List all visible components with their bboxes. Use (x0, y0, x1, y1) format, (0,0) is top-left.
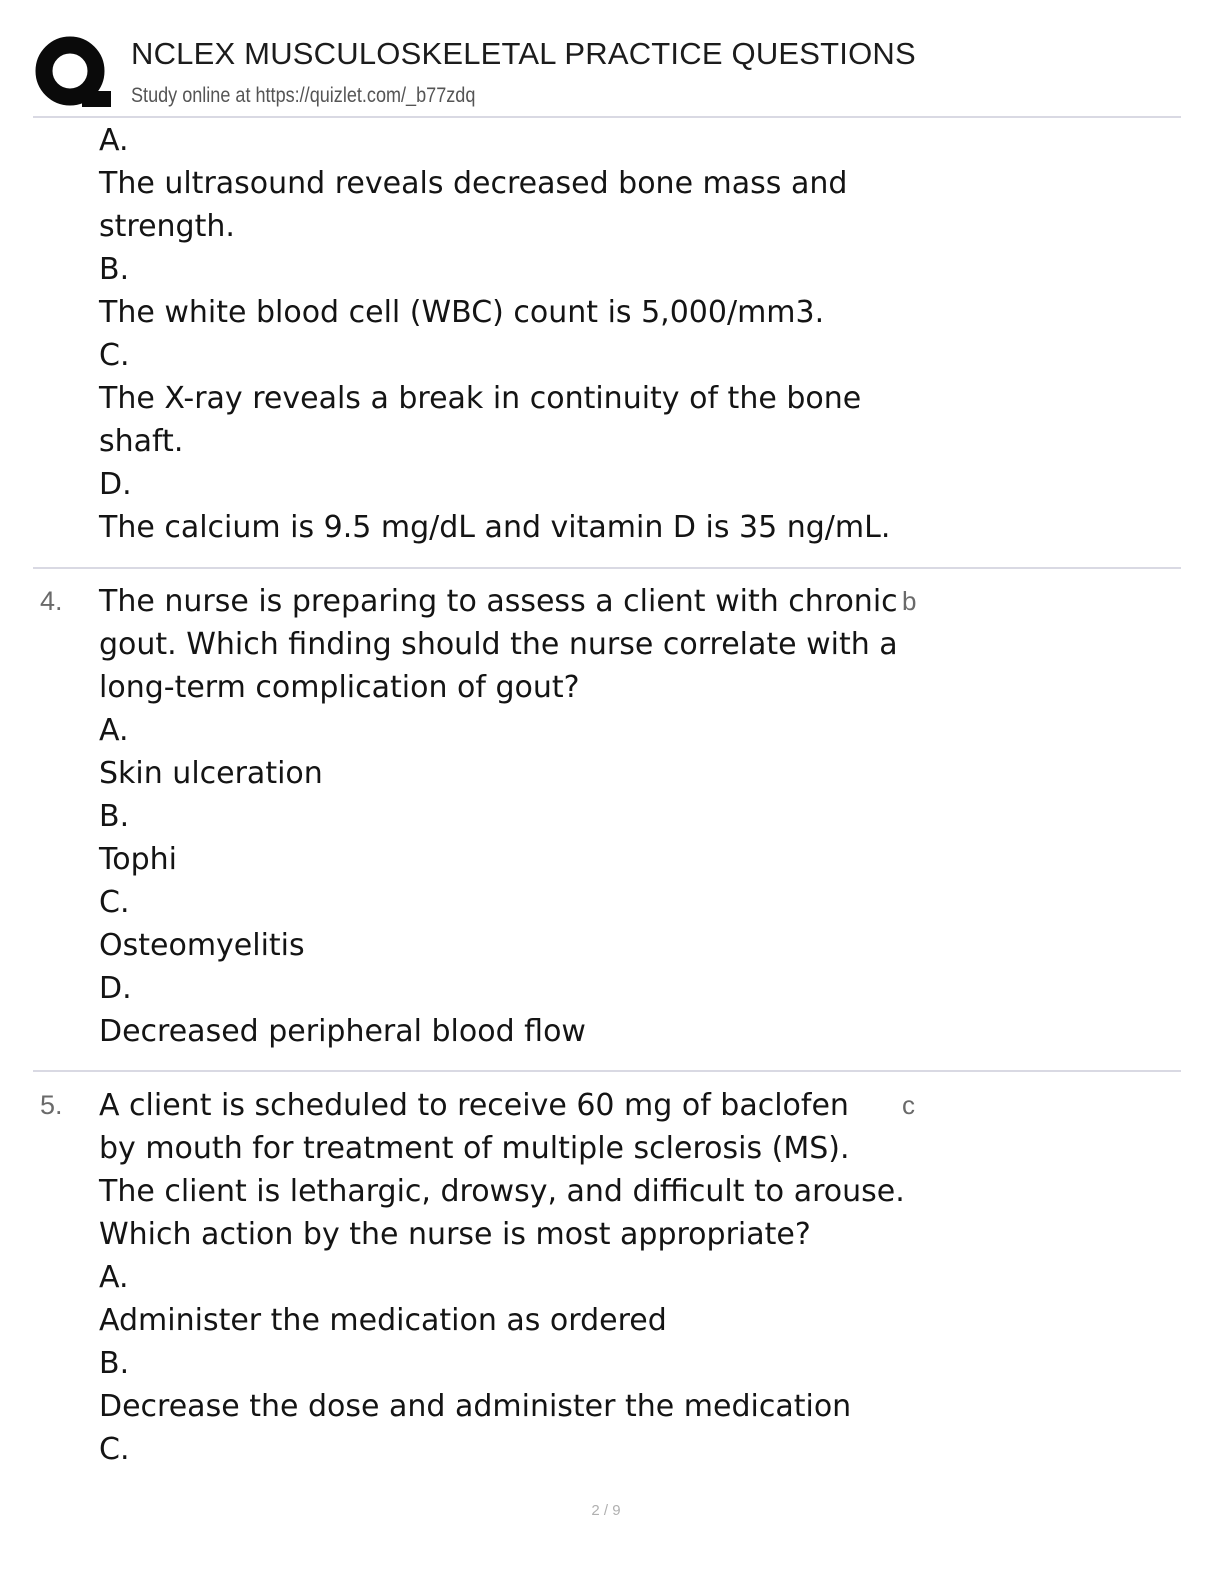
option-text: The X-ray reveals a break in continuity of the bone (99, 381, 862, 416)
option-label: D. (99, 971, 132, 1006)
question-text: by mouth for treatment of multiple sclerosis (MS). (99, 1131, 850, 1166)
option-label: A. (99, 1260, 129, 1295)
question-divider (33, 1070, 1181, 1072)
question-number: 5. (40, 1090, 63, 1120)
option-text: The calcium is 9.5 mg/dL and vitamin D is 35 ng/mL. (99, 510, 891, 545)
question-number: 4. (40, 586, 63, 616)
answer-key: b (902, 586, 917, 616)
option-text: The ultrasound reveals decreased bone mass and (99, 166, 848, 201)
option-label: C. (99, 338, 130, 373)
option-text: strength. (99, 209, 235, 244)
option-text: Decrease the dose and administer the medication (99, 1389, 852, 1424)
page-header (0, 0, 1224, 118)
question-divider (33, 567, 1181, 569)
option-text: shaft. (99, 424, 184, 459)
option-label: B. (99, 799, 130, 834)
option-label: D. (99, 467, 132, 502)
option-label: A. (99, 713, 129, 748)
quizlet-q-logo-icon (33, 33, 111, 111)
study-online-link[interactable]: Study online at https://quizlet.com/_b77zdq (131, 84, 476, 107)
option-text: Administer the medication as ordered (99, 1303, 667, 1338)
option-text: Osteomyelitis (99, 928, 305, 963)
question-text: gout. Which finding should the nurse correlate with a (99, 627, 898, 662)
document-title: NCLEX MUSCULOSKELETAL PRACTICE QUESTIONS (131, 36, 916, 71)
option-label: A. (99, 123, 129, 158)
option-label: B. (99, 252, 130, 287)
question-text: Which action by the nurse is most appropriate? (99, 1217, 811, 1252)
page-number: 2 / 9 (591, 1502, 621, 1519)
answer-key: c (902, 1090, 915, 1120)
question-text: The nurse is preparing to assess a client with chronic (99, 584, 898, 619)
option-text: Skin ulceration (99, 756, 323, 791)
option-text: Decreased peripheral blood flow (99, 1014, 586, 1049)
question-text: A client is scheduled to receive 60 mg of baclofen (99, 1088, 849, 1123)
option-label: C. (99, 1432, 130, 1467)
option-label: B. (99, 1346, 130, 1381)
header-divider (33, 116, 1181, 118)
option-text: The white blood cell (WBC) count is 5,000/mm3. (99, 295, 825, 330)
question-text: long-term complication of gout? (99, 670, 580, 705)
question-text: The client is lethargic, drowsy, and difficult to arouse. (99, 1174, 905, 1209)
option-text: Tophi (99, 842, 177, 877)
option-label: C. (99, 885, 130, 920)
